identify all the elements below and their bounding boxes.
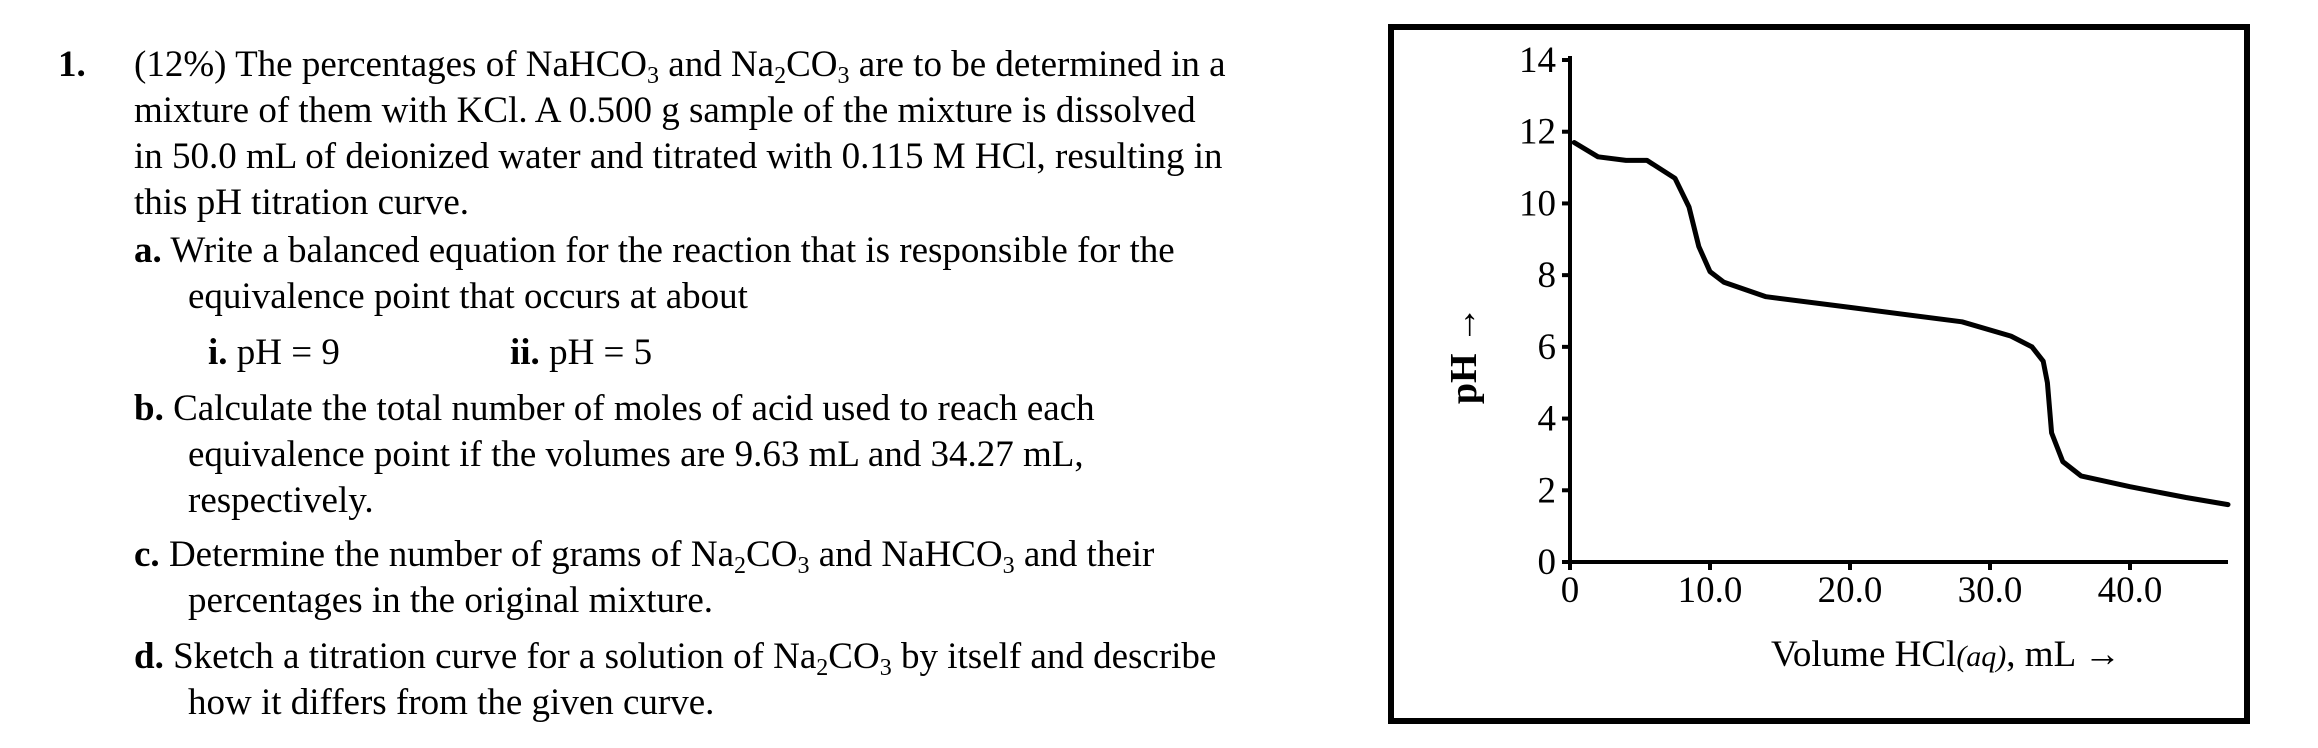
part-d-line-2: how it differs from the given curve. [188, 682, 715, 723]
y-tick-label: 4 [1537, 398, 1556, 440]
x-tick-label: 10.0 [1677, 570, 1743, 611]
x-ticks [1561, 562, 2163, 611]
intro-line-1: (12%) The percentages of NaHCO$_3$ and $Na_2CO_3$ are to be determined in a [134, 44, 1226, 89]
titration-chart [1394, 30, 2244, 718]
part-a-line-1: a. Write a balanced equation for the reaction that is responsible for the [134, 230, 1175, 271]
part-b-line-2: equivalence point if the volumes are 9.63 mL and 34.27 mL, [188, 434, 1084, 475]
y-tick-label: 10 [1519, 183, 1556, 225]
part-a-line-2: equivalence point that occurs at about [188, 276, 748, 317]
y-ticks [1519, 40, 1570, 583]
part-b-line-1: b. Calculate the total number of moles of acid used to reach each [134, 388, 1095, 429]
question-number: 1. [58, 44, 86, 85]
ph-curve [1574, 143, 2228, 505]
y-tick-label: 0 [1537, 542, 1556, 583]
y-tick-label: 6 [1537, 326, 1556, 368]
titration-chart-frame [1388, 24, 2250, 724]
y-tick-label: 8 [1537, 255, 1556, 297]
y-tick-label: 2 [1537, 470, 1556, 512]
part-b-label: b. [134, 388, 164, 429]
part-d-line-1: d. Sketch a titration curve for a solution of $Na_2CO_3$ by itself and describe [134, 636, 1217, 681]
part-a-label: a. [134, 230, 162, 271]
part-a-ii: ii. pH = 5 [510, 332, 653, 373]
intro-line-4: this pH titration curve. [134, 182, 469, 223]
part-a-i: i. pH = 9 [208, 332, 340, 373]
part-c-line-1: c. Determine the number of grams of $Na_2CO_3$ and NaHCO$_3$ and their [134, 534, 1155, 579]
x-tick-label: 0 [1560, 570, 1580, 611]
intro-line-2: mixture of them with KCl. A 0.500 g sample of the mixture is dissolved [134, 90, 1196, 131]
intro-line-3: in 50.0 mL of deionized water and titrated with 0.115 M HCl, resulting in [134, 136, 1223, 177]
part-c-label: c. [134, 534, 160, 575]
part-b-line-3: respectively. [188, 480, 374, 521]
x-tick-label: 20.0 [1817, 570, 1883, 611]
x-tick-label: 40.0 [2097, 570, 2163, 611]
part-c-line-2: percentages in the original mixture. [188, 580, 714, 621]
points: (12%) [134, 44, 227, 85]
x-axis-label: Volume HCl(aq), mL → [1770, 634, 2122, 675]
part-d-label: d. [134, 636, 164, 677]
x-tick-label: 30.0 [1957, 570, 2023, 611]
y-tick-label: 14 [1519, 40, 1556, 81]
y-tick-label: 12 [1519, 111, 1556, 153]
y-axis-label: pH → [1443, 305, 1485, 405]
